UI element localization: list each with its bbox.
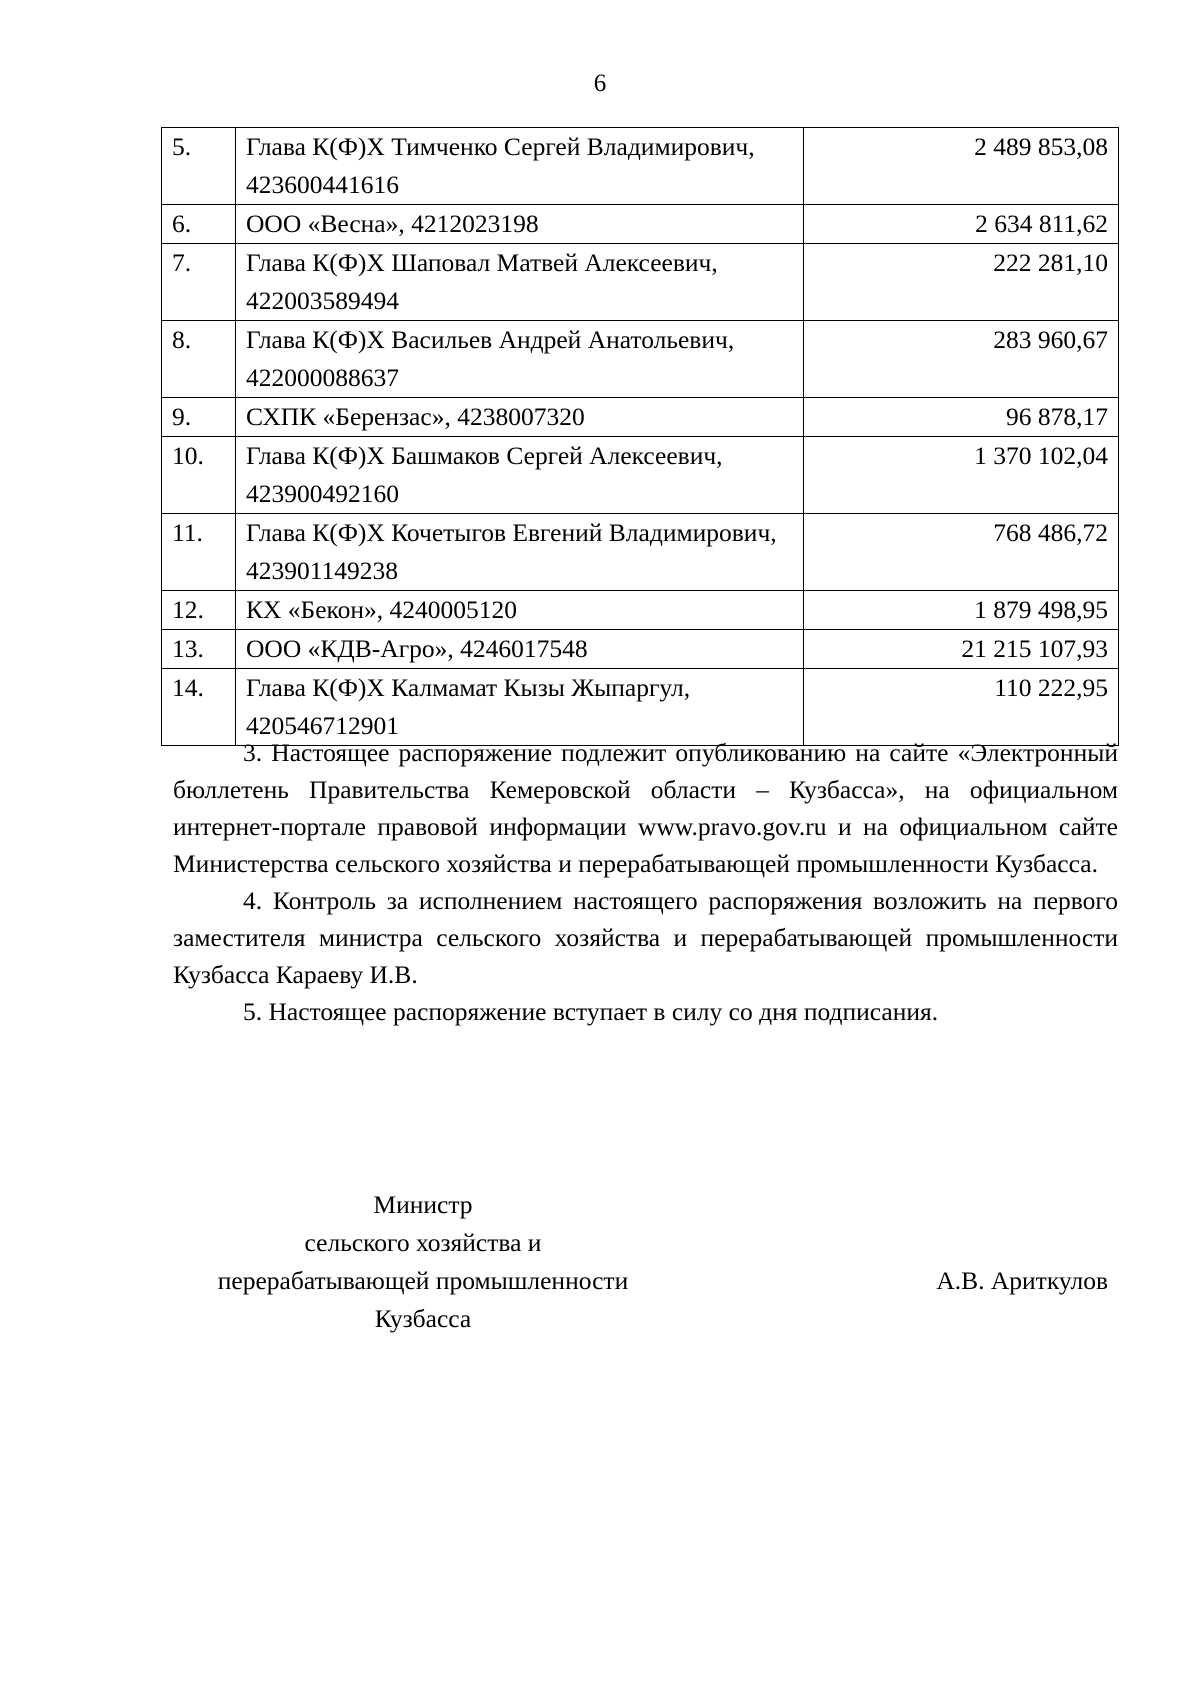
row-number: 10. <box>162 437 236 514</box>
paragraph-effective-date: 5. Настоящее распоряжение вступает в силу со дня подписания. <box>243 997 939 1026</box>
paragraph-control: 4. Контроль за исполнением настоящего распоряжения возложить на первого заместителя министра сельского хозяйства и перерабатывающей промышленности Кузбасса Караеву И.В. <box>173 886 1118 989</box>
table-row <box>162 591 1119 630</box>
subsidy-amount: 21 215 107,93 <box>804 630 1119 669</box>
page-number: 6 <box>593 70 607 97</box>
signer-position-line: сельского хозяйства и <box>304 1228 542 1257</box>
order-body <box>173 734 1118 1030</box>
recipient-name: Глава К(Ф)Х Калмамат Кызы Жыпаргул, 420546712901 <box>236 669 804 746</box>
subsidy-amount: 96 878,17 <box>804 398 1119 437</box>
row-number: 13. <box>162 630 236 669</box>
row-number: 5. <box>162 128 236 205</box>
subsidy-amount: 110 222,95 <box>804 669 1119 746</box>
recipient-name: Глава К(Ф)Х Тимченко Сергей Владимирович, 423600441616 <box>236 128 804 205</box>
table-row <box>162 321 1119 398</box>
table-row <box>162 205 1119 244</box>
row-number: 9. <box>162 398 236 437</box>
table-row <box>162 244 1119 321</box>
recipient-name: ООО «КДВ-Агро», 4246017548 <box>236 630 804 669</box>
recipient-name: Глава К(Ф)Х Башмаков Сергей Алексеевич, 423900492160 <box>236 437 804 514</box>
recipients-table <box>161 127 1119 746</box>
paragraph-publication: 3. Настоящее распоряжение подлежит опубликованию на сайте «Электронный бюллетень Правительства Кемеровской области – Кузбасса», на официальном интернет-портале правовой информации www.pravo.gov.ru и на официальном сайте Министерства сельского хозяйства и перерабатывающей промышленности Кузбасса. <box>173 738 1118 878</box>
row-number: 8. <box>162 321 236 398</box>
row-number: 11. <box>162 514 236 591</box>
recipient-name: Глава К(Ф)Х Шаповал Матвей Алексеевич, 422003589494 <box>236 244 804 321</box>
signer-position-line: Кузбасса <box>374 1304 472 1333</box>
signer-position-line: Министр <box>373 1190 473 1219</box>
subsidy-amount: 222 281,10 <box>804 244 1119 321</box>
row-number: 14. <box>162 669 236 746</box>
subsidy-amount: 2 634 811,62 <box>804 205 1119 244</box>
signer-position <box>173 1186 673 1338</box>
recipient-name: ООО «Весна», 4212023198 <box>236 205 804 244</box>
signer-name: А.В. Ариткулов <box>936 1266 1108 1295</box>
subsidy-amount: 1 370 102,04 <box>804 437 1119 514</box>
signer-position-line: перерабатывающей промышленности <box>217 1266 629 1295</box>
recipient-name: Глава К(Ф)Х Васильев Андрей Анатольевич, 422000088637 <box>236 321 804 398</box>
table-row <box>162 437 1119 514</box>
row-number: 7. <box>162 244 236 321</box>
recipient-name: СХПК «Берензас», 4238007320 <box>236 398 804 437</box>
subsidy-amount: 1 879 498,95 <box>804 591 1119 630</box>
table-row <box>162 630 1119 669</box>
subsidy-amount: 283 960,67 <box>804 321 1119 398</box>
table-row <box>162 398 1119 437</box>
row-number: 12. <box>162 591 236 630</box>
subsidy-amount: 768 486,72 <box>804 514 1119 591</box>
table-row <box>162 128 1119 205</box>
recipient-name: КХ «Бекон», 4240005120 <box>236 591 804 630</box>
subsidy-amount: 2 489 853,08 <box>804 128 1119 205</box>
row-number: 6. <box>162 205 236 244</box>
recipient-name: Глава К(Ф)Х Кочетыгов Евгений Владимирович, 423901149238 <box>236 514 804 591</box>
table-row <box>162 514 1119 591</box>
